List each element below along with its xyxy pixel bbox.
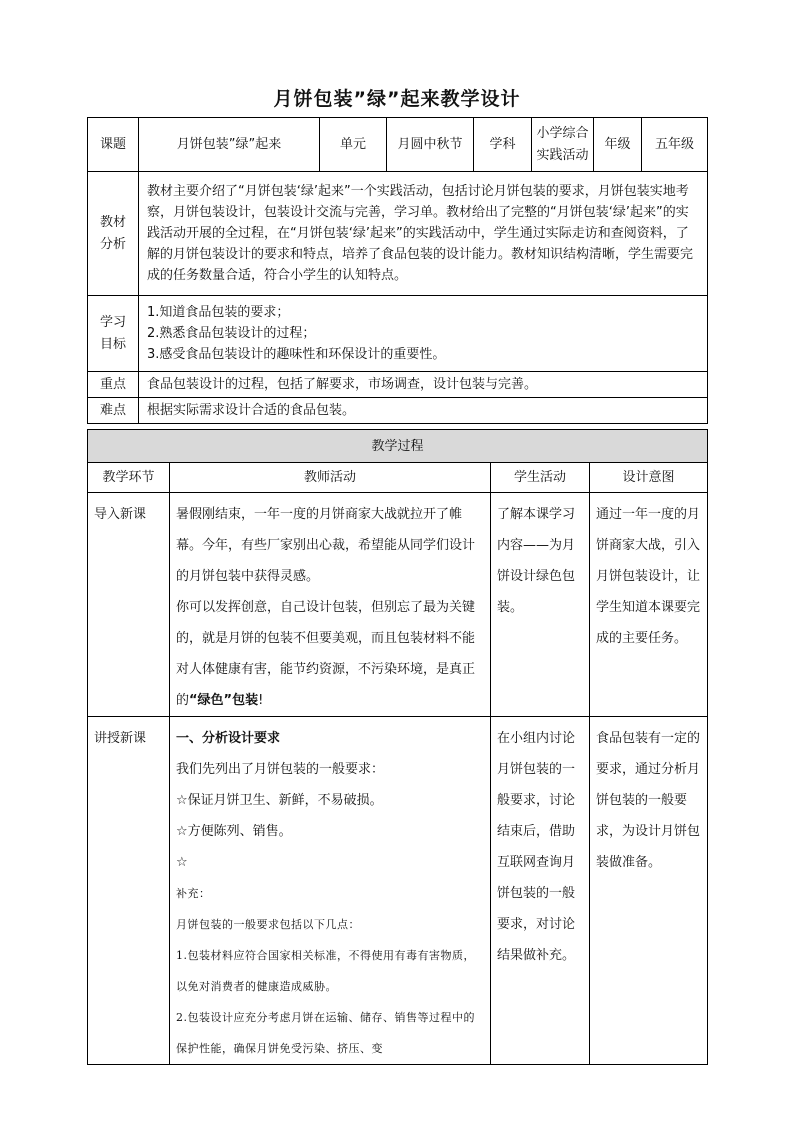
difficulty-text: 根据实际需求设计合适的食品包装。 bbox=[139, 398, 708, 424]
supplement-line: 2.包装设计应充分考虑月饼在运输、储存、销售等过程中的保护性能，确保月饼免受污染、挤压、变 bbox=[176, 1011, 475, 1055]
supplement-line: 月饼包装的一般要求包括以下几点： bbox=[176, 918, 360, 931]
header-intent: 设计意图 bbox=[590, 463, 708, 493]
goal-item: 3.感受食品包装设计的趣味性和环保设计的重要性。 bbox=[147, 347, 446, 362]
teacher-line: ☆ bbox=[176, 855, 188, 870]
topic-value: 月饼包装”绿”起来 bbox=[139, 118, 320, 172]
analysis-label-line-2: 分析 bbox=[99, 236, 126, 252]
difficulty-label: 难点 bbox=[88, 398, 139, 424]
teacher-activity-new-lesson bbox=[170, 717, 491, 1065]
teacher-line: 我们先列出了月饼包装的一般要求： bbox=[176, 762, 385, 777]
goal-item: 2.熟悉食品包装设计的过程； bbox=[147, 326, 316, 341]
section-heading bbox=[176, 723, 484, 754]
subject-value-line-1: 小学综合 bbox=[536, 125, 589, 141]
key-label: 重点 bbox=[88, 372, 139, 398]
teacher-paragraph bbox=[176, 592, 484, 716]
section-heading-text: 一、分析设计要求 bbox=[176, 731, 281, 746]
header-stage: 教学环节 bbox=[88, 463, 170, 493]
supplement-line: 1.包装材料应符合国家相关标准，不得使用有毒有害物质，以免对消费者的健康造成威胁。 bbox=[176, 949, 475, 993]
design-intent-intro: 通过一年一度的月饼商家大战，引入月饼包装设计，让学生知道本课要完成的主要任务。 bbox=[590, 493, 708, 717]
stage-intro: 导入新课 bbox=[88, 493, 170, 717]
grade-label: 年级 bbox=[594, 118, 642, 172]
student-activity-intro: 了解本课学习内容——为月饼设计绿色包装。 bbox=[491, 493, 590, 717]
page-title: 月饼包装”绿”起来教学设计 bbox=[273, 88, 521, 110]
teacher-activity-intro bbox=[170, 493, 491, 717]
stage-new-lesson: 讲授新课 bbox=[88, 717, 170, 1065]
process-band-title: 教学过程 bbox=[88, 430, 708, 463]
green-packaging-emphasis: “绿色”包装 bbox=[189, 693, 259, 708]
analysis-label-line-1: 教材 bbox=[99, 214, 126, 230]
analysis-text: 教材主要介绍了“月饼包装‘绿’起来”一个实践活动，包括讨论月饼包装的要求，月饼包装实地考察，月饼包装设计，包装设计交流与完善，学习单。教材给出了完整的“月饼包装‘绿’起来”的实践活动开展的全过程，在“月饼包装‘绿’起来”的实践活动中，学生通过实际走访和查阅资料，了解的月饼包装设计的要求和特点，培养了食品包装的设计能力。教材知识结构清晰，学生需要完成的任务数量合适，符合小学生的认知特点。 bbox=[139, 172, 708, 296]
goal-item: 1.知道食品包装的要求； bbox=[147, 305, 290, 320]
table-row bbox=[88, 717, 708, 1065]
design-intent-new-lesson: 食品包装有一定的要求，通过分析月饼包装的一般要求，为设计月饼包装做准备。 bbox=[590, 717, 708, 1065]
header-student: 学生活动 bbox=[491, 463, 590, 493]
header-teacher: 教师活动 bbox=[170, 463, 491, 493]
goals-list bbox=[139, 296, 708, 372]
unit-value: 月圆中秋节 bbox=[387, 118, 474, 172]
goals-label-line-1: 学习 bbox=[99, 314, 126, 330]
teacher-line: ☆方便陈列、销售。 bbox=[176, 824, 292, 839]
teacher-paragraph-text: 你可以发挥创意，自己设计包装，但别忘了最为关键的，就是月饼的包装不但要美观，而且包装材料不能对人体健康有害，能节约资源，不污染环境，是真正的 bbox=[176, 600, 476, 708]
teacher-paragraph: 暑假刚结束，一年一度的月饼商家大战就拉开了帷幕。今年，有些厂家别出心裁，希望能从同学们设计的月饼包装中获得灵感。 bbox=[176, 507, 476, 584]
lesson-info-table bbox=[87, 117, 708, 424]
grade-value: 五年级 bbox=[642, 118, 708, 172]
subject-value bbox=[532, 118, 594, 172]
teaching-process-table bbox=[87, 429, 708, 1065]
goals-label bbox=[88, 296, 139, 372]
topic-label: 课题 bbox=[88, 118, 139, 172]
teacher-line: ☆保证月饼卫生、新鲜，不易破损。 bbox=[176, 793, 383, 808]
teacher-paragraph-end: ! bbox=[258, 693, 264, 708]
unit-label: 单元 bbox=[320, 118, 387, 172]
analysis-label bbox=[88, 172, 139, 296]
supplement-line: 补充： bbox=[176, 887, 211, 900]
table-row bbox=[88, 493, 708, 717]
key-text: 食品包装设计的过程，包括了解要求，市场调查，设计包装与完善。 bbox=[139, 372, 708, 398]
student-activity-new-lesson: 在小组内讨论月饼包装的一般要求，讨论结束后，借助互联网查询月饼包装的一般要求，对讨论结果做补充。 bbox=[491, 717, 590, 1065]
subject-value-line-2: 实践活动 bbox=[536, 147, 589, 163]
subject-label: 学科 bbox=[474, 118, 532, 172]
goals-label-line-2: 目标 bbox=[99, 336, 126, 352]
